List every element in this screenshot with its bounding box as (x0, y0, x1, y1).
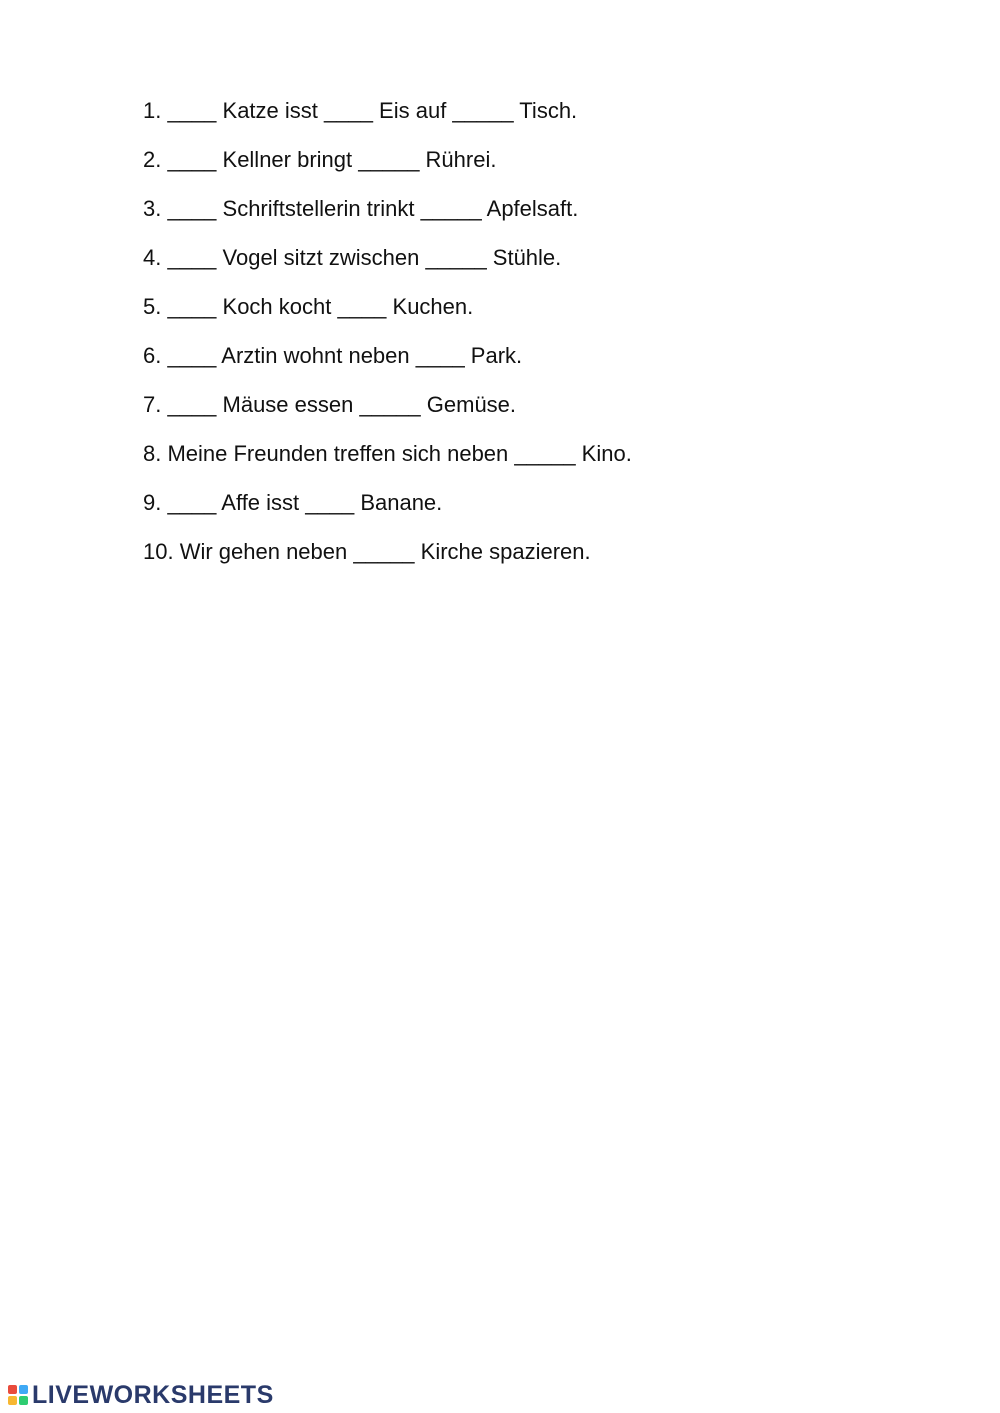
logo-block-icon (8, 1396, 17, 1405)
exercise-line-9: 9. ____ Affe isst ____ Banane. (143, 490, 443, 515)
logo-block-icon (19, 1396, 28, 1405)
exercise-line-8: 8. Meine Freunden treffen sich neben _____ Kino. (143, 441, 632, 466)
exercise-line-10: 10. Wir gehen neben _____ Kirche spazieren. (143, 539, 591, 564)
brand-name: LIVEWORKSHEETS (32, 1381, 274, 1409)
liveworksheets-logo-icon (8, 1385, 28, 1405)
logo-block-icon (19, 1385, 28, 1394)
exercise-line-1: 1. ____ Katze isst ____ Eis auf _____ Tisch. (143, 98, 578, 123)
exercise-line-2: 2. ____ Kellner bringt _____ Rührei. (143, 147, 497, 172)
exercise-line-3: 3. ____ Schriftstellerin trinkt _____ Apfelsaft. (143, 196, 579, 221)
exercise-line-4: 4. ____ Vogel sitzt zwischen _____ Stühle. (143, 245, 562, 270)
footer-brand (8, 1381, 274, 1409)
logo-block-icon (8, 1385, 17, 1394)
exercise-line-5: 5. ____ Koch kocht ____ Kuchen. (143, 294, 474, 319)
worksheet-exercise (143, 94, 943, 584)
exercise-line-6: 6. ____ Arztin wohnt neben ____ Park. (143, 343, 523, 368)
exercise-line-7: 7. ____ Mäuse essen _____ Gemüse. (143, 392, 517, 417)
